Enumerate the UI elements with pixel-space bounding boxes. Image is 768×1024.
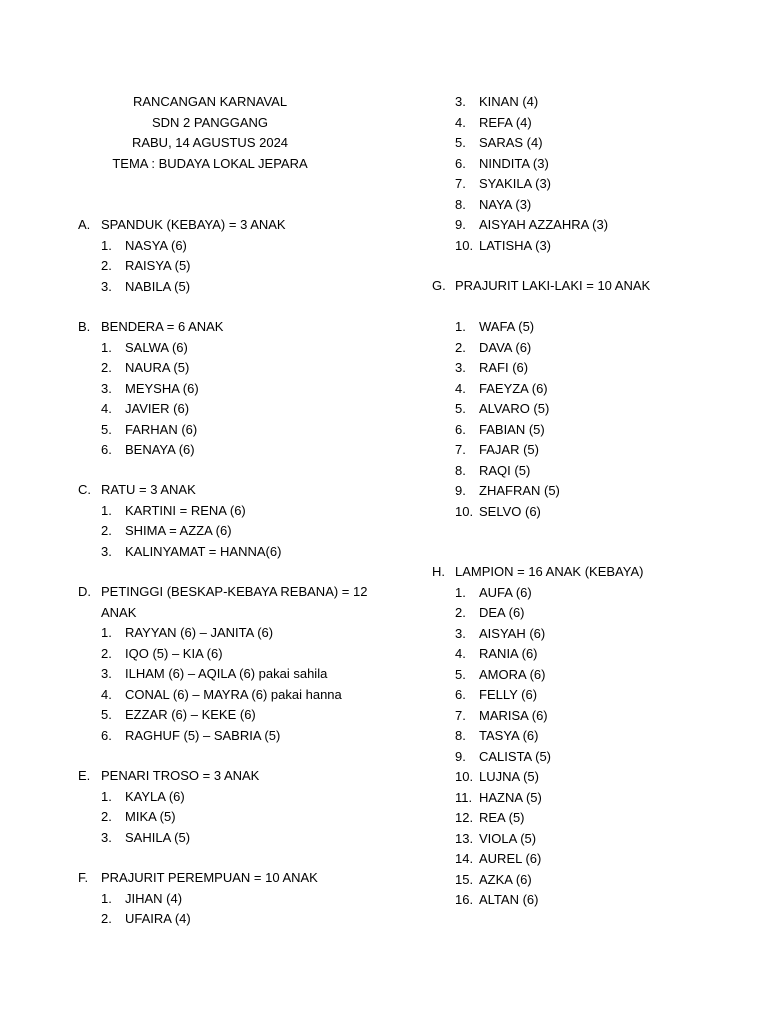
item-number: 6.: [455, 687, 466, 702]
item-number: 1.: [101, 502, 112, 518]
item-number: 1.: [101, 890, 112, 906]
item-text: REFA (4): [479, 114, 532, 130]
item-number: 3.: [101, 829, 112, 845]
item-text: TASYA (6): [479, 728, 539, 743]
section-b: [78, 317, 223, 461]
item-text: HAZNA (5): [479, 789, 542, 805]
list-item: [78, 644, 378, 665]
list-item: [432, 399, 650, 420]
name-list: [432, 317, 650, 522]
section-f-continued: [432, 92, 608, 256]
list-item: [432, 215, 608, 236]
item-text: DAVA (6): [479, 339, 532, 355]
event-theme: TEMA : BUDAYA LOKAL JEPARA: [112, 155, 308, 171]
list-item: [432, 420, 650, 441]
list-item: [432, 338, 650, 359]
item-text: AISYAH (6): [479, 625, 546, 641]
item-number: 4.: [101, 401, 112, 416]
item-text: VIOLA (5): [479, 830, 537, 846]
item-text: MARISA (6): [479, 707, 548, 723]
list-item: [432, 870, 643, 891]
item-text: FELLY (6): [479, 687, 538, 702]
section-heading: [78, 317, 223, 338]
name-list: [78, 889, 318, 930]
item-number: 15.: [455, 871, 474, 887]
section-heading: [432, 562, 643, 583]
list-item: [78, 542, 281, 563]
section-title: PETINGGI (BESKAP-KEBAYA REBANA) = 12 ANAK: [101, 584, 368, 620]
item-text: AUFA (6): [479, 584, 532, 600]
item-text: RAQI (5): [479, 462, 531, 478]
item-text: WAFA (5): [479, 319, 535, 334]
item-number: 5.: [455, 666, 466, 682]
item-number: 3.: [101, 543, 112, 559]
section-heading: [78, 582, 378, 623]
section-letter: E.: [78, 768, 91, 783]
name-list: [78, 501, 281, 563]
item-text: LUJNA (5): [479, 769, 539, 784]
section-title: PRAJURIT PEREMPUAN = 10 ANAK: [101, 870, 318, 885]
item-text: SAHILA (5): [125, 829, 191, 845]
item-number: 3.: [101, 666, 112, 681]
list-item: [78, 440, 223, 461]
name-list: [78, 623, 378, 746]
document-header: [110, 92, 310, 174]
item-number: 2.: [101, 258, 112, 273]
name-list: [78, 338, 223, 461]
item-number: 6.: [101, 727, 112, 743]
section-title: RATU = 3 ANAK: [101, 482, 196, 497]
item-number: 6.: [101, 442, 112, 457]
item-number: 10.: [455, 769, 474, 784]
item-number: 9.: [455, 748, 466, 764]
list-item: [432, 481, 650, 502]
list-item: [78, 379, 223, 400]
name-list: [432, 92, 608, 256]
list-item: [432, 502, 650, 523]
item-number: 1.: [455, 584, 466, 600]
item-text: RAYYAN (6) – JANITA (6): [125, 625, 274, 640]
list-item: [432, 113, 608, 134]
item-text: AISYAH AZZAHRA (3): [479, 217, 609, 232]
item-number: 7.: [455, 707, 466, 723]
item-text: DEA (6): [479, 605, 525, 620]
item-text: SYAKILA (3): [479, 176, 552, 191]
item-number: 6.: [455, 421, 466, 437]
section-title: PENARI TROSO = 3 ANAK: [101, 768, 260, 783]
item-text: UFAIRA (4): [125, 911, 191, 926]
item-number: 2.: [101, 360, 112, 375]
item-text: ILHAM (6) – AQILA (6) pakai sahila: [125, 666, 328, 681]
section-letter: D.: [78, 584, 91, 599]
section-e: [78, 766, 259, 848]
item-number: 4.: [455, 114, 466, 130]
item-number: 5.: [455, 401, 466, 416]
list-item: [432, 747, 643, 768]
item-number: 9.: [455, 217, 466, 232]
section-title: BENDERA = 6 ANAK: [101, 319, 224, 334]
item-text: RANIA (6): [479, 646, 538, 661]
item-number: 2.: [455, 339, 466, 355]
item-number: 3.: [455, 360, 466, 375]
item-number: 3.: [101, 380, 112, 396]
list-item: [78, 399, 223, 420]
item-text: KALINYAMAT = HANNA(6): [125, 543, 282, 559]
item-number: 16.: [455, 892, 474, 907]
section-heading: [78, 215, 286, 236]
list-item: [432, 665, 643, 686]
item-number: 4.: [455, 646, 466, 661]
list-item: [432, 808, 643, 829]
list-item: [432, 92, 608, 113]
list-item: [78, 420, 223, 441]
item-text: CALISTA (5): [479, 748, 552, 764]
item-text: JAVIER (6): [125, 401, 190, 416]
school-name: SDN 2 PANGGANG: [151, 114, 269, 130]
section-title: PRAJURIT LAKI-LAKI = 10 ANAK: [455, 278, 651, 293]
list-item: [78, 521, 281, 542]
item-number: 8.: [455, 728, 466, 743]
list-item: [432, 829, 643, 850]
item-number: 7.: [455, 442, 466, 457]
list-item: [432, 440, 650, 461]
item-text: KINAN (4): [479, 94, 539, 109]
list-item: [78, 685, 378, 706]
list-item: [432, 685, 643, 706]
list-item: [432, 174, 608, 195]
item-number: 1.: [101, 237, 112, 253]
section-heading: [78, 766, 259, 787]
item-text: BENAYA (6): [125, 442, 195, 457]
item-text: AZKA (6): [479, 871, 532, 887]
item-text: CONAL (6) – MAYRA (6) pakai hanna: [125, 686, 342, 702]
item-number: 1.: [455, 319, 466, 334]
list-item: [78, 807, 259, 828]
list-item: [78, 787, 259, 808]
item-number: 10.: [455, 237, 474, 253]
list-item: [78, 664, 378, 685]
list-item: [432, 603, 643, 624]
list-item: [78, 358, 223, 379]
name-list: [78, 787, 259, 849]
item-text: RAFI (6): [479, 360, 529, 375]
item-number: 3.: [101, 278, 112, 294]
item-text: NABILA (5): [125, 278, 191, 294]
item-number: 10.: [455, 503, 474, 519]
document-title: RANCANGAN KARNAVAL: [132, 94, 288, 109]
list-item: [78, 256, 286, 277]
list-item: [78, 828, 259, 849]
list-item: [432, 358, 650, 379]
item-number: 1.: [101, 788, 112, 804]
item-number: 2.: [101, 809, 112, 824]
section-title: SPANDUK (KEBAYA) = 3 ANAK: [101, 217, 286, 232]
item-text: MEYSHA (6): [125, 380, 199, 396]
section-letter: G.: [432, 278, 446, 293]
item-text: ALTAN (6): [479, 892, 539, 907]
item-text: AMORA (6): [479, 666, 546, 682]
item-number: 2.: [101, 911, 112, 926]
item-number: 2.: [455, 605, 466, 620]
item-number: 12.: [455, 810, 474, 825]
item-number: 5.: [101, 707, 112, 722]
item-text: REA (5): [479, 810, 525, 825]
section-f: [78, 868, 318, 930]
name-list: [432, 583, 643, 911]
list-item: [78, 236, 286, 257]
list-item: [432, 461, 650, 482]
item-text: ZHAFRAN (5): [479, 483, 560, 498]
section-c: [78, 480, 281, 562]
item-text: FABIAN (5): [479, 421, 545, 437]
item-text: FARHAN (6): [125, 421, 198, 437]
item-text: EZZAR (6) – KEKE (6): [125, 707, 256, 722]
item-text: NAYA (3): [479, 196, 532, 212]
section-d: [78, 582, 378, 746]
item-text: SHIMA = AZZA (6): [125, 523, 232, 538]
item-number: 2.: [101, 523, 112, 538]
list-item: [78, 726, 378, 747]
item-number: 13.: [455, 830, 474, 846]
section-g: [432, 276, 650, 522]
list-item: [432, 624, 643, 645]
item-text: KARTINI = RENA (6): [125, 502, 246, 518]
item-number: 1.: [101, 625, 112, 640]
item-number: 4.: [101, 686, 112, 702]
item-text: MIKA (5): [125, 809, 176, 824]
list-item: [432, 788, 643, 809]
item-number: 6.: [455, 155, 466, 171]
list-item: [432, 236, 608, 257]
section-h: [432, 562, 643, 911]
item-text: LATISHA (3): [479, 237, 552, 253]
item-number: 9.: [455, 483, 466, 498]
list-item: [78, 909, 318, 930]
list-item: [432, 583, 643, 604]
item-number: 3.: [455, 94, 466, 109]
item-number: 3.: [455, 625, 466, 641]
item-text: FAJAR (5): [479, 442, 539, 457]
item-text: SELVO (6): [479, 503, 541, 519]
item-number: 7.: [455, 176, 466, 191]
section-heading: [78, 480, 281, 501]
item-text: RAISYA (5): [125, 258, 191, 273]
item-text: FAEYZA (6): [479, 380, 548, 396]
section-letter: C.: [78, 482, 91, 497]
item-text: AUREL (6): [479, 851, 542, 866]
list-item: [432, 706, 643, 727]
list-item: [432, 849, 643, 870]
item-text: NAURA (5): [125, 360, 190, 375]
item-number: 5.: [455, 135, 466, 150]
item-text: NASYA (6): [125, 237, 187, 253]
section-letter: F.: [78, 870, 89, 885]
item-number: 8.: [455, 196, 466, 212]
item-text: NINDITA (3): [479, 155, 549, 171]
item-number: 8.: [455, 462, 466, 478]
section-heading: [432, 276, 650, 297]
section-a: [78, 215, 286, 297]
name-list: [78, 236, 286, 298]
list-item: [78, 889, 318, 910]
list-item: [432, 133, 608, 154]
list-item: [78, 338, 223, 359]
list-item: [432, 154, 608, 175]
list-item: [432, 317, 650, 338]
item-number: 1.: [101, 339, 112, 355]
item-number: 11.: [455, 789, 473, 805]
item-number: 4.: [455, 380, 466, 396]
list-item: [432, 726, 643, 747]
item-number: 5.: [101, 421, 112, 437]
section-letter: H.: [432, 564, 445, 579]
item-text: IQO (5) – KIA (6): [125, 645, 223, 661]
list-item: [78, 705, 378, 726]
list-item: [78, 501, 281, 522]
section-title: LAMPION = 16 ANAK (KEBAYA): [455, 564, 644, 579]
section-letter: B.: [78, 319, 91, 334]
item-number: 14.: [455, 851, 474, 866]
event-date: RABU, 14 AGUSTUS 2024: [131, 135, 289, 150]
item-text: RAGHUF (5) – SABRIA (5): [125, 727, 281, 743]
item-number: 2.: [101, 645, 112, 661]
list-item: [432, 890, 643, 911]
item-text: SARAS (4): [479, 135, 543, 150]
list-item: [432, 767, 643, 788]
item-text: KAYLA (6): [125, 788, 185, 804]
item-text: SALWA (6): [125, 339, 188, 355]
item-text: JIHAN (4): [125, 890, 183, 906]
item-text: ALVARO (5): [479, 401, 550, 416]
list-item: [432, 379, 650, 400]
list-item: [432, 644, 643, 665]
section-letter: A.: [78, 217, 91, 232]
section-heading: [78, 868, 318, 889]
list-item: [432, 195, 608, 216]
list-item: [78, 277, 286, 298]
list-item: [78, 623, 378, 644]
